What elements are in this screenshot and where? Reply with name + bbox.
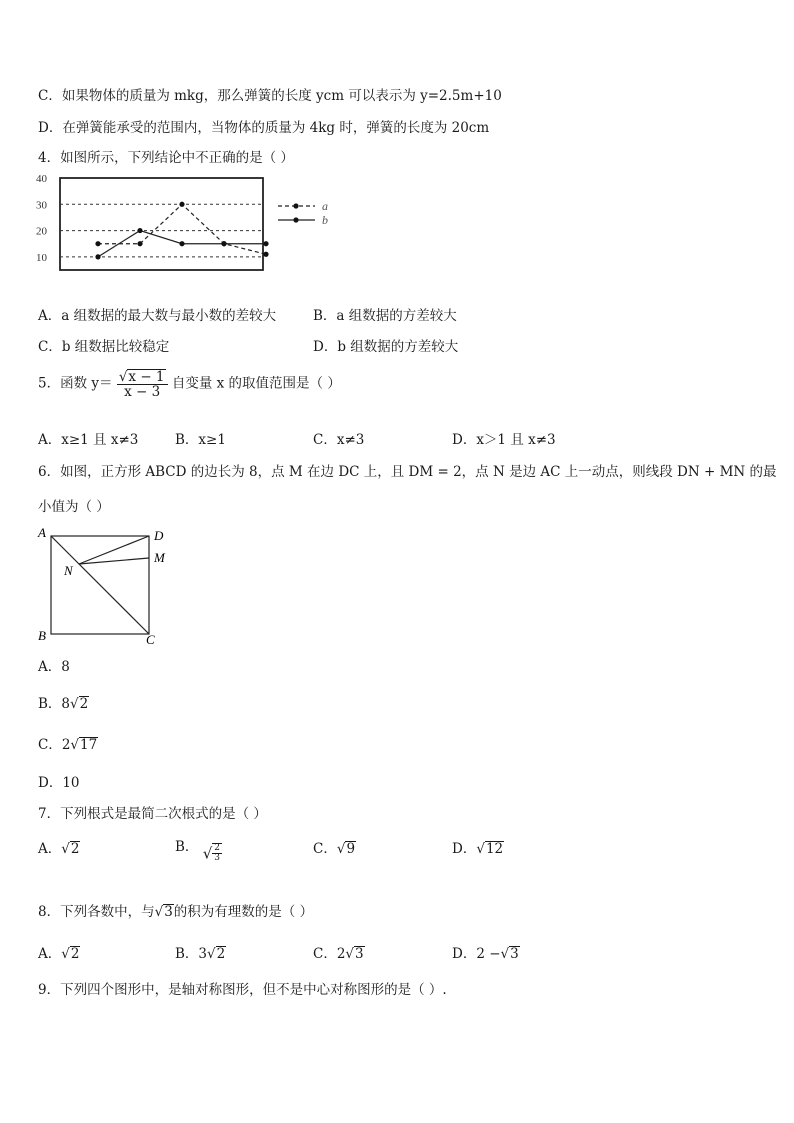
- label-c: C: [146, 632, 155, 647]
- q8c-prefix: C．2: [313, 946, 346, 962]
- question-7: 7．下列根式是最简二次根式的是（ ）: [38, 806, 267, 822]
- label-a: A: [38, 525, 46, 540]
- legend-marker-a: [293, 203, 298, 208]
- question-8: 8．下列各数中，与√3的积为有理数的是（ ）: [38, 904, 314, 920]
- q4-line-chart: [30, 172, 340, 272]
- q7-option-c: C．√9: [313, 841, 356, 857]
- y-tick-label: 10: [36, 251, 47, 264]
- diagonal-ac: [51, 536, 149, 634]
- series-a-point: [179, 202, 184, 207]
- option-c-line: C．如果物体的质量为 mkg，那么弹簧的长度 ycm 可以表示为 y=2.5m+10: [38, 88, 502, 104]
- q5-option-b: B．x≥1: [175, 432, 226, 448]
- q6-option-c: C．2√17: [38, 737, 98, 753]
- chart-legend: [278, 199, 328, 227]
- legend-marker-b: [293, 217, 298, 222]
- q7-option-a: A．√2: [38, 841, 80, 857]
- series-b-point: [95, 254, 100, 259]
- segment-nm: [79, 558, 149, 564]
- chart-yticks: [36, 173, 48, 264]
- q6b-radicand: 2: [79, 696, 89, 712]
- q6c-radicand: 17: [80, 737, 98, 753]
- question-5: [38, 369, 341, 399]
- q8a-radicand: 2: [70, 946, 80, 962]
- q8c-radicand: 3: [355, 946, 364, 962]
- series-b-point: [221, 241, 226, 246]
- q4-option-a: A．a 组数据的最大数与最小数的差较大: [38, 308, 277, 324]
- y-tick-label: 40: [36, 173, 47, 185]
- q7b-numerator: 2: [214, 843, 221, 853]
- q7a-radicand: 2: [70, 841, 80, 857]
- q5-option-a: A．x≥1 且 x≠3: [38, 432, 139, 448]
- square-figure: [34, 522, 174, 648]
- q7d-prefix: D．: [452, 841, 477, 857]
- series-a-point: [137, 241, 142, 246]
- label-m: M: [154, 550, 165, 565]
- series-a: [95, 202, 268, 257]
- label-n: N: [64, 563, 73, 578]
- segment-dn: [79, 536, 149, 564]
- q6-option-d: D．10: [38, 775, 80, 791]
- chart-gridlines: [60, 204, 263, 257]
- q7-option-d: D．√12: [452, 841, 504, 857]
- q8a-prefix: A．: [38, 946, 62, 962]
- series-b-point: [137, 228, 142, 233]
- q8-option-d: D．2 −√3: [452, 946, 519, 962]
- q8-option-a: A．√2: [38, 946, 80, 962]
- series-b-point: [179, 241, 184, 246]
- q6-option-a: A．8: [38, 659, 70, 675]
- y-tick-label: 30: [36, 199, 47, 212]
- q7b-denominator: 3: [214, 853, 221, 864]
- q6-option-b: B．8√2: [38, 696, 89, 712]
- series-a-point: [95, 241, 100, 246]
- q5-option-d: D．x＞1 且 x≠3: [452, 432, 556, 448]
- legend-label-b: b: [322, 213, 328, 227]
- q5-suffix: 自变量 x 的取值范围是（ ）: [171, 375, 341, 392]
- q8-option-c: C．2√3: [313, 946, 364, 962]
- q8-radicand: 3: [164, 904, 173, 920]
- q6b-prefix: B．8: [38, 696, 71, 712]
- q5-denominator: x − 3: [124, 384, 161, 401]
- q5-prefix: 5．函数 y＝: [38, 375, 113, 392]
- label-b: B: [38, 628, 46, 643]
- q4-option-c: C．b 组数据比较稳定: [38, 339, 170, 355]
- q7a-prefix: A．: [38, 841, 62, 857]
- series-a-point: [263, 252, 268, 257]
- q8b-prefix: B．3: [175, 946, 208, 962]
- q5-option-c: C．x≠3: [313, 432, 365, 448]
- q8d-prefix: D．2 −: [452, 946, 501, 962]
- legend-label-a: a: [322, 199, 328, 213]
- question-6-line-2: 小值为（ ）: [38, 499, 110, 515]
- y-tick-label: 20: [36, 225, 47, 238]
- q8d-radicand: 3: [510, 946, 519, 962]
- series-b-point: [263, 241, 268, 246]
- q6c-prefix: C．2: [38, 737, 71, 753]
- q8-prefix: 8．下列各数中，与: [38, 904, 155, 920]
- q5-fraction: $\frac{√x - 1}{x - 3}$: [117, 369, 168, 399]
- option-d-line: D．在弹簧能承受的范围内，当物体的质量为 4kg 时，弹簧的长度为 20cm: [38, 120, 490, 136]
- q7b-radical: √ $\frac{2}{3}$: [202, 843, 221, 864]
- q7d-radicand: 12: [485, 841, 504, 857]
- q4-option-b: B．a 组数据的方差较大: [313, 308, 457, 324]
- label-d: D: [154, 528, 164, 543]
- q8-suffix: 的积为有理数的是（ ）: [173, 904, 314, 920]
- q4-option-d: D．b 组数据的方差较大: [313, 339, 459, 355]
- q5-numerator: x − 1: [128, 369, 165, 385]
- question-9: 9．下列四个图形中，是轴对称图形，但不是中心对称图形的是（ ）.: [38, 982, 447, 998]
- q7c-prefix: C．: [313, 841, 337, 857]
- q7-option-b: [175, 835, 222, 864]
- q7b-prefix: B．: [175, 839, 199, 855]
- question-6-line-1: 6．如图，正方形 ABCD 的边长为 8，点 M 在边 DC 上，且 DM = 2，点 N 是边 AC 上一动点，则线段 DN + MN 的最: [38, 464, 777, 480]
- q8-option-b: B．3√2: [175, 946, 226, 962]
- question-4: 4．如图所示，下列结论中不正确的是（ ）: [38, 150, 294, 166]
- q7c-radicand: 9: [346, 841, 356, 857]
- series-a-line: [98, 204, 266, 254]
- q8b-radicand: 2: [216, 946, 226, 962]
